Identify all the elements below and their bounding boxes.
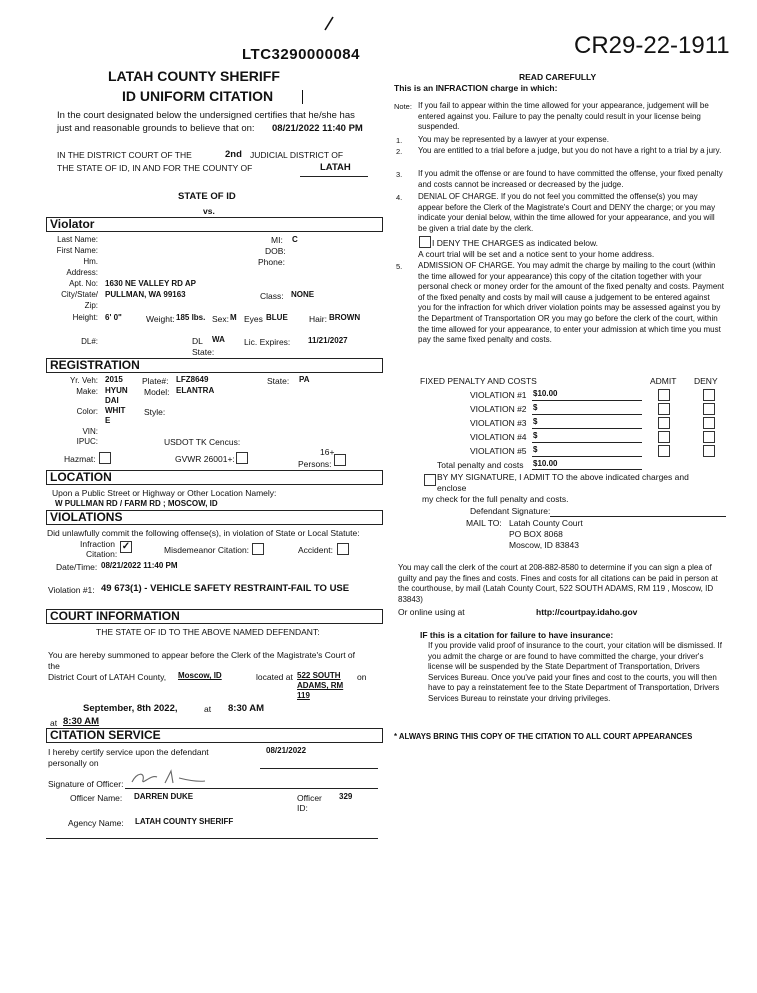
service-date: 08/21/2022 [266, 746, 307, 755]
court-subtitle: THE STATE OF ID TO THE ABOVE NAMED DEFENDANT: [96, 627, 320, 637]
location-section-title: LOCATION [46, 470, 383, 485]
court-date: September, 8th 2022, [83, 703, 178, 714]
court-section-title: COURT INFORMATION [46, 609, 383, 624]
model-value: ELANTRA [176, 386, 215, 395]
title-underline [302, 90, 303, 104]
dl-state-label-2: State: [192, 347, 215, 357]
deny-checkbox-5[interactable] [703, 445, 715, 457]
lic-expires-label: Lic. Expires: [244, 337, 291, 347]
officer-id-value: 329 [339, 792, 353, 801]
hazmat-checkbox[interactable] [99, 452, 111, 464]
item-3-num: 3. [396, 170, 403, 179]
infraction-charge-title: This is an INFRACTION charge in which: [394, 83, 558, 93]
apt-label: Apt. No: [69, 279, 98, 288]
weight-value: 185 lbs. [176, 313, 206, 322]
item-1-text: You may be represented by a lawyer at your expense. [418, 135, 609, 144]
call-clerk-text: You may call the clerk of the court at 208-882-8580 to determine if you can sign a plea of guilty and pay the fines and costs. Fines and costs for all citations can be paid in person at the courthouse, by mail (Latah County Court, 522 SOUTH ADAMS, RM 119 , Moscow, ID 83843) [398, 563, 718, 604]
infraction-label-2: Citation: [86, 549, 118, 559]
court-time: 8:30 AM [228, 703, 265, 714]
color-value-2: E [105, 416, 111, 425]
court-city: Moscow, ID [178, 671, 222, 680]
service-certify-1: I hereby certify service upon the defendant [48, 747, 209, 757]
mail-to-2: PO BOX 8068 [509, 529, 563, 539]
make-label: Make: [76, 387, 98, 396]
height-label: Height: [72, 313, 98, 322]
misdemeanor-checkbox[interactable] [252, 543, 264, 555]
make-value-2: DAI [105, 396, 119, 405]
color-value: WHIT [105, 406, 126, 415]
violation1-value: 49 673(1) - VEHICLE SAFETY RESTRAINT-FAIL TO USE [101, 583, 350, 594]
deny-charges-label: I DENY THE CHARGES as indicated below. [432, 238, 598, 248]
color-label: Color: [76, 407, 98, 416]
item-2-text: You are entitled to a trial before a judge, but you do not have a right to a trial by a jury. [418, 146, 722, 155]
model-label: Model: [144, 387, 170, 397]
usdot-label: USDOT TK Cencus: [164, 437, 241, 447]
city-value: PULLMAN, WA 99163 [105, 290, 186, 299]
state-of: STATE OF ID [178, 191, 236, 202]
mi-label: MI: [271, 235, 283, 245]
violation-row-label: VIOLATION #5 [470, 446, 527, 456]
service-date-line [260, 768, 378, 769]
admit-checkbox-2[interactable] [658, 403, 670, 415]
violation-row-line [532, 456, 642, 457]
gvwr-label: GVWR 26001+: [175, 454, 235, 464]
court-address-1: 522 SOUTH [297, 671, 341, 680]
online-url-link[interactable]: http://courtpay.idaho.gov [536, 607, 638, 617]
county-underline [300, 176, 368, 177]
court-time-2: 8:30 AM [63, 716, 100, 727]
reg-state-label: State: [267, 376, 290, 386]
total-value: $10.00 [533, 459, 558, 468]
signature-line [125, 788, 378, 789]
violation-row-amount: $ [533, 417, 538, 426]
violation-row-label: VIOLATION #4 [470, 432, 527, 442]
court-line-2: THE STATE OF ID, IN AND FOR THE COUNTY OF [57, 163, 253, 173]
admit-signature-1: BY MY SIGNATURE, I ADMIT TO the above indicated charges and [437, 472, 689, 482]
summon-text-2: the [48, 661, 60, 671]
address-label: Address: [66, 268, 98, 277]
court-address-3: 119 [297, 691, 310, 700]
admit-signature-2: enclose [437, 483, 467, 493]
violation-row-amount: $10.00 [533, 389, 558, 398]
violation1-label: Violation #1: [48, 585, 95, 595]
gvwr-checkbox[interactable] [236, 452, 248, 464]
persons-checkbox[interactable] [334, 454, 346, 466]
officer-signature-icon [127, 768, 207, 793]
violation-datetime-label: Date/Time: [56, 562, 98, 572]
violation-row-label: VIOLATION #3 [470, 418, 527, 428]
penalty-header: FIXED PENALTY AND COSTS [420, 376, 537, 386]
style-label: Style: [144, 407, 166, 417]
city-label: City/State/ [61, 290, 98, 299]
certify-text-2: just and reasonable grounds to believe that on: [57, 123, 255, 134]
deny-checkbox-2[interactable] [703, 403, 715, 415]
ltc-number: LTC3290000084 [242, 46, 360, 63]
defendant-signature-label: Defendant Signature: [470, 506, 551, 516]
make-value: HYUN [105, 386, 128, 395]
service-certify-2: personally on [48, 758, 99, 768]
item-4-text: DENIAL OF CHARGE. If you do not feel you committed the offense(s) you may appear before the Clerk of the Magistrate's Court and DENY the charge; or you may indicate your denial below, within the time allowed for your appearance, and you will be given a trial date by the clerk. [418, 192, 716, 233]
dob-label: DOB: [265, 246, 286, 256]
always-bring-notice: * ALWAYS BRING THIS COPY OF THE CITATION TO ALL COURT APPEARANCES [394, 732, 693, 741]
court-of-label: District Court of LATAH County, [48, 672, 167, 682]
violation-row-line [532, 442, 642, 443]
court-district: 2nd [225, 149, 242, 160]
dl-state-value: WA [212, 335, 225, 344]
located-label: located at [256, 672, 293, 682]
deny-checkbox-1[interactable] [703, 389, 715, 401]
deny-checkbox-4[interactable] [703, 431, 715, 443]
court-line-1b: JUDICIAL DISTRICT OF [250, 150, 344, 160]
on-label: on [357, 672, 367, 682]
certify-datetime: 08/21/2022 11:40 PM [272, 123, 363, 134]
deny-charges-checkbox[interactable] [419, 236, 431, 248]
last-name-label: Last Name: [57, 235, 98, 244]
admit-checkbox-4[interactable] [658, 431, 670, 443]
violation-row-amount: $ [533, 431, 538, 440]
accident-checkbox[interactable] [337, 543, 349, 555]
violation-row-amount: $ [533, 445, 538, 454]
yr-veh-value: 2015 [105, 375, 123, 384]
sex-label: Sex: [212, 314, 230, 324]
item-5-num: 5. [396, 262, 403, 271]
eyes-value: BLUE [266, 313, 288, 322]
first-name-label: First Name: [56, 246, 98, 255]
deny-header: DENY [694, 376, 718, 386]
hazmat-label: Hazmat: [64, 454, 96, 464]
item-4-num: 4. [396, 193, 403, 202]
officer-id-label-2: ID: [297, 803, 308, 813]
ipuc-label: IPUC: [76, 437, 98, 446]
violation-row-amount: $ [533, 403, 538, 412]
vs-label: vs. [203, 206, 215, 216]
violation-row-label: VIOLATION #2 [470, 404, 527, 414]
insurance-title: IF this is a citation for failure to have insurance: [420, 630, 614, 640]
item-5-text: ADMISSION OF CHARGE. You may admit the charge by mailing to the court (within the time allowed for your appearance) this copy of the citation together with your personal check or money order for the amount of the fixed penalty and costs. Payment of the fixed penalty and costs by mail will cause a judgement to be entered against you for the infraction for which driver violation points may be assessed against you by the Department of Transportation OR you may go before the clerk of the court, within the time allowed for your appearance, to enter your admission at which time you must pay the same fixed penalty and costs. [418, 261, 724, 345]
deny-checkbox-3[interactable] [703, 417, 715, 429]
item-1-num: 1. [396, 136, 403, 145]
persons-label-2: Persons: [298, 459, 332, 469]
phone-label: Phone: [258, 257, 285, 267]
agency-name-value: LATAH COUNTY SHERIFF [135, 817, 234, 826]
admit-checkbox-3[interactable] [658, 417, 670, 429]
agency-title: LATAH COUNTY SHERIFF [108, 68, 280, 84]
insurance-text: If you provide valid proof of insurance to the court, your citation will be dismissed. If you admit the charge or are found to have committed the charge, your driver's license will be suspended by the State Department of Transportation, Drivers Services Bureau. Once you've paid your fines and cost to the courts, you will then have to pay a reinstatement fee to the State Department of Transportation, Drivers Services Bureau to reinstate your driving privileges. [428, 641, 722, 703]
location-value: W PULLMAN RD / FARM RD ; MOSCOW, ID [55, 499, 218, 508]
accident-label: Accident: [298, 545, 333, 555]
mi-value: C [292, 235, 298, 244]
weight-label: Weight: [146, 314, 175, 324]
admit-checkbox-1[interactable] [658, 389, 670, 401]
mail-to-3: Moscow, ID 83843 [509, 540, 579, 550]
lic-expires-value: 11/21/2027 [308, 336, 348, 345]
total-line [532, 469, 642, 470]
admit-signature-3: my check for the full penalty and costs. [422, 494, 569, 504]
plate-label: Plate#: [142, 376, 169, 386]
certify-text-1: In the court designated below the undersigned certifies that he/she has [57, 110, 355, 121]
court-trial-text: A court trial will be set and a notice sent to your home address. [418, 249, 655, 259]
admit-checkbox-5[interactable] [658, 445, 670, 457]
mail-to-label: MAIL TO: [466, 518, 502, 528]
note-label: Note: [394, 102, 412, 111]
violator-section-title: Violator [46, 217, 383, 232]
violations-section-title: VIOLATIONS [46, 510, 383, 525]
height-value: 6' 0" [105, 313, 122, 322]
dl-label: DL#: [81, 337, 98, 346]
read-carefully: READ CAREFULLY [519, 72, 597, 82]
case-number: CR29-22-1911 [574, 32, 730, 59]
mail-to-1: Latah County Court [509, 518, 583, 528]
item-2-num: 2. [396, 147, 403, 156]
total-label: Total penalty and costs [437, 460, 524, 470]
court-line-1: IN THE DISTRICT COURT OF THE [57, 150, 192, 160]
item-3-text: If you admit the offense or are found to have committed the offense, your fixed penalty and costs cannot be increased or decreased by the judge. [418, 169, 723, 189]
persons-label: 16+ [320, 447, 335, 457]
zip-label: Zip: [84, 301, 98, 310]
admit-signature-checkbox[interactable] [424, 474, 436, 486]
misdemeanor-label: Misdemeanor Citation: [164, 545, 250, 555]
online-label: Or online using at [398, 607, 465, 617]
court-address-2: ADAMS, RM [297, 681, 344, 690]
officer-id-label: Officer [297, 793, 322, 803]
service-section-title: CITATION SERVICE [46, 728, 383, 743]
violation-row-line [532, 428, 642, 429]
summon-text-1: You are hereby summoned to appear before the Clerk of the Magistrate's Court of [48, 650, 356, 660]
reg-state-value: PA [299, 375, 310, 384]
court-at-label: at [204, 704, 212, 714]
agency-name-label: Agency Name: [68, 818, 124, 828]
dl-state-label: DL [192, 336, 203, 346]
signature-label: Signature of Officer: [48, 779, 124, 789]
infraction-label: Infraction [80, 539, 115, 549]
agency-line [46, 838, 378, 839]
violations-desc: Did unlawfully commit the following offense(s), in violation of State or Local Statute: [47, 528, 360, 538]
class-value: NONE [291, 290, 315, 299]
pen-mark-icon [322, 14, 336, 37]
plate-value: LFZ8649 [176, 375, 209, 384]
location-desc: Upon a Public Street or Highway or Other Location Namely: [52, 488, 277, 498]
apt-value: 1630 NE VALLEY RD AP [105, 279, 196, 288]
yr-veh-label: Yr. Veh: [69, 376, 98, 385]
violation-row-line [532, 400, 642, 401]
vin-label: VIN: [82, 427, 98, 436]
note-text: If you fail to appear within the time allowed for your appearance, judgement will be entered against you. Failure to pay the penalty could result in your license being suspended. [418, 101, 709, 132]
officer-name-value: DARREN DUKE [134, 792, 194, 801]
registration-section-title: REGISTRATION [46, 358, 383, 373]
violation-datetime-value: 08/21/2022 11:40 PM [101, 561, 178, 570]
defendant-signature-line [550, 516, 726, 517]
court-at-label-2: at [50, 718, 58, 728]
form-title: ID UNIFORM CITATION [122, 88, 274, 104]
hm-label: Hm. [83, 257, 98, 266]
class-label: Class: [260, 291, 284, 301]
violation-row-label: VIOLATION #1 [470, 390, 527, 400]
admit-header: ADMIT [650, 376, 677, 386]
court-county: LATAH [320, 162, 351, 173]
officer-name-label: Officer Name: [70, 793, 123, 803]
sex-value: M [230, 313, 237, 322]
eyes-label: Eyes [244, 314, 263, 324]
hair-label: Hair: [309, 314, 327, 324]
violation-row-line [532, 414, 642, 415]
hair-value: BROWN [329, 313, 361, 322]
infraction-checkbox[interactable]: ✓ [121, 541, 131, 552]
